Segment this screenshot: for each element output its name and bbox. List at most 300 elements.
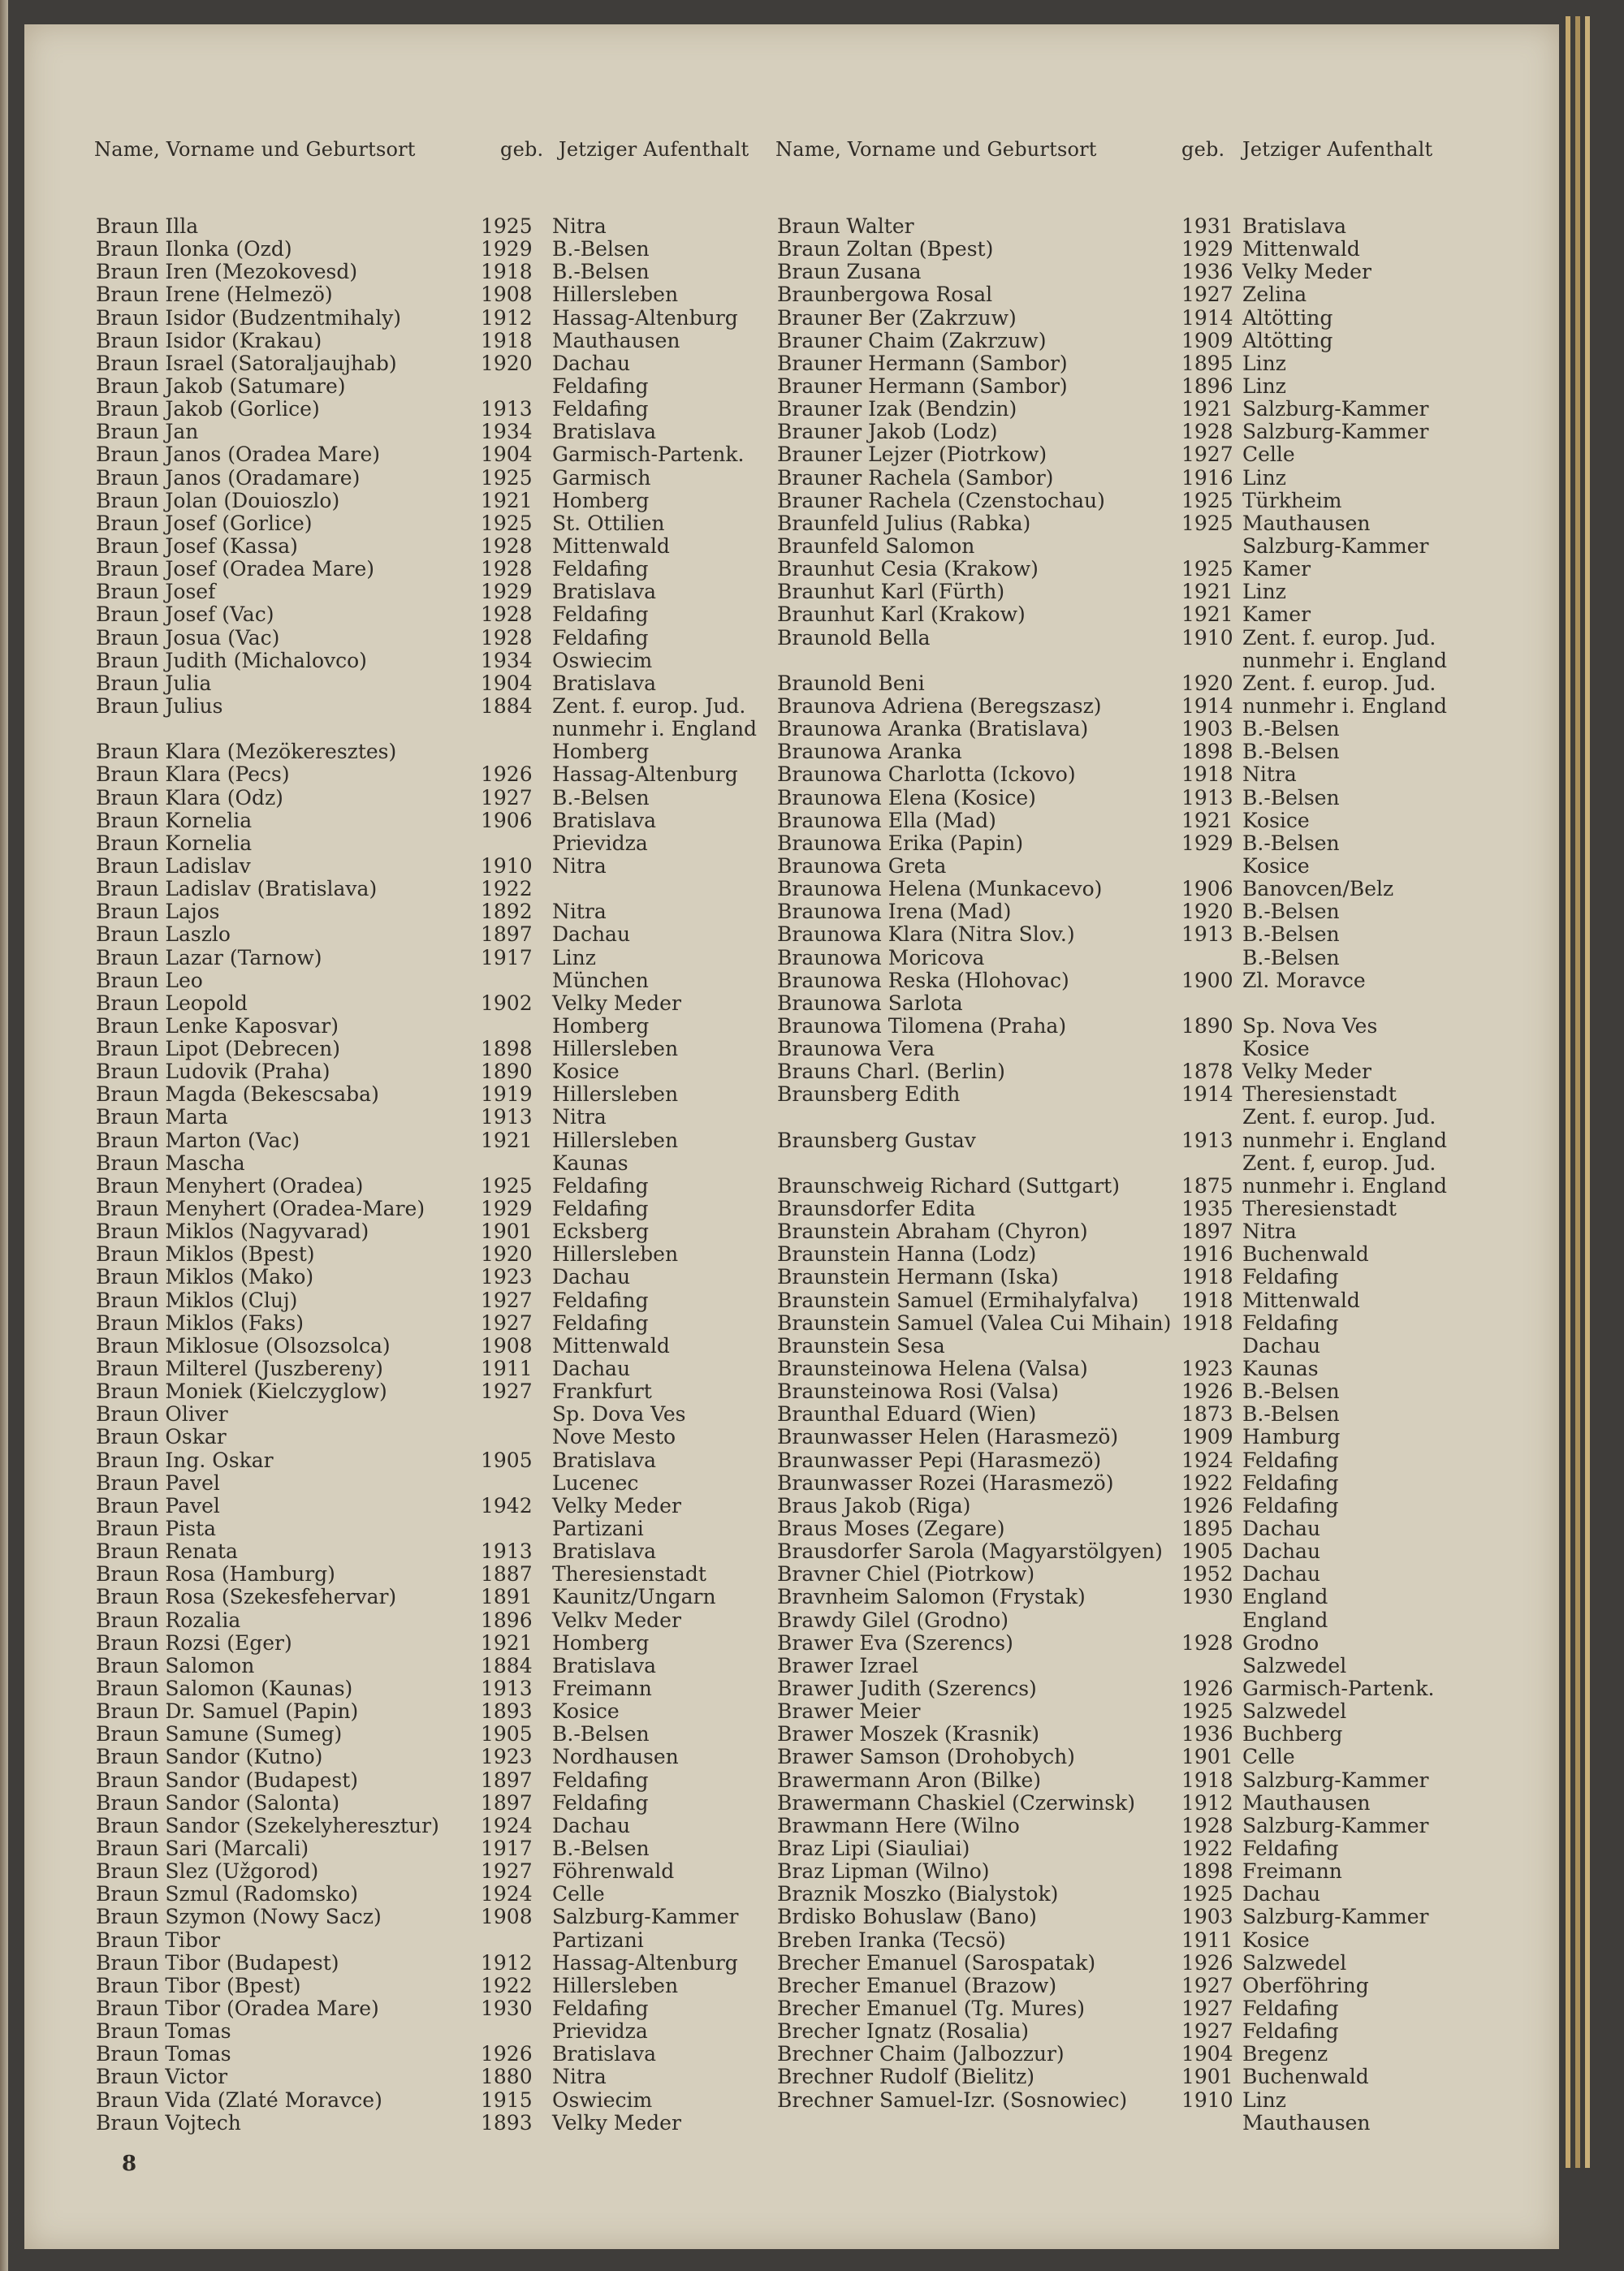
current-residence: Nove Mesto <box>552 1425 676 1449</box>
birth-year: 1934 <box>481 648 533 672</box>
birth-year: 1908 <box>481 1333 533 1358</box>
birth-year: 1918 <box>1181 1265 1233 1289</box>
entry-name: Braunowa Elena (Kosice) <box>777 785 1036 810</box>
birth-year <box>481 2020 533 2043</box>
right-name-column <box>777 215 1171 2112</box>
entry-name: Braun Josua (Vac) <box>96 625 280 650</box>
current-residence: Nitra <box>552 853 607 878</box>
birth-year: 1927 <box>1181 2019 1233 2044</box>
birth-year: 1927 <box>1181 443 1233 467</box>
entry-name: Braun Sandor (Szekelyheresztur) <box>96 1813 439 1837</box>
current-residence: Dachau <box>1242 1333 1321 1358</box>
entry-name: Braunowa Charlotta (Ickovo) <box>777 762 1076 787</box>
entry-name: Braun Josef (Vac) <box>96 602 274 627</box>
birth-year: 1918 <box>1181 1288 1233 1312</box>
entry-name: Braun Ladislav (Bratislava) <box>96 877 378 901</box>
entry-name: Braun Janos (Oradamare) <box>96 465 361 490</box>
entry-name: Braunfeld Julius (Rabka) <box>777 511 1031 535</box>
entry-name: Brawermann Aron (Bilke) <box>777 1768 1042 1792</box>
current-residence: Hillersleben <box>552 1128 679 1152</box>
birth-year: 1917 <box>481 1836 533 1860</box>
birth-year <box>1181 855 1233 878</box>
birth-year <box>481 718 533 740</box>
birth-year <box>1181 992 1233 1015</box>
current-residence: Feldafing <box>552 1288 649 1312</box>
birth-year: 1893 <box>481 2110 533 2135</box>
entry-name: Braun Pavel <box>96 1493 220 1518</box>
entry-name: Braun Miklos (Mako) <box>96 1265 314 1289</box>
birth-year: 1927 <box>481 1310 533 1335</box>
entry-name: Braun Lajos <box>96 900 220 924</box>
entry-name: Braunowa Aranka (Bratislava) <box>777 717 1089 741</box>
birth-year: 1893 <box>481 1699 533 1724</box>
entry-name: Braun Samune (Sumeg) <box>96 1722 343 1746</box>
current-residence: Kosice <box>1242 853 1310 878</box>
entry-name: Braunsteinowa Rosi (Valsa) <box>777 1379 1060 1404</box>
entry-name: Braun Jan <box>96 420 199 444</box>
current-residence: Partizani <box>552 1928 644 1952</box>
entry-name: Braunwasser Rozei (Harasmezö) <box>777 1470 1114 1495</box>
birth-year: 1900 <box>1181 968 1233 992</box>
birth-year: 1942 <box>481 1493 533 1518</box>
birth-year: 1927 <box>1181 1973 1233 1997</box>
birth-year: 1884 <box>481 1653 533 1677</box>
birth-year: 1928 <box>481 602 533 627</box>
entry-name: Braun Iren (Mezokovesd) <box>96 260 358 284</box>
birth-year: 1913 <box>1181 922 1233 947</box>
current-residence: Nitra <box>552 900 607 924</box>
current-residence: B.-Belsen <box>1242 922 1340 947</box>
current-residence: Velky Meder <box>552 991 681 1015</box>
entry-name: Brauner Lejzer (Piotrkow) <box>777 443 1047 467</box>
current-residence: Celle <box>1242 1745 1295 1769</box>
birth-year: 1908 <box>481 283 533 307</box>
entry-name: Braun Rozsi (Eger) <box>96 1630 292 1655</box>
current-residence: B.-Belsen <box>1242 1379 1340 1404</box>
birth-year: 1918 <box>481 260 533 284</box>
entry-name: Brawdy Gilel (Grodno) <box>777 1608 1009 1632</box>
birth-year: 1918 <box>1181 762 1233 787</box>
current-residence: Bratislava <box>552 420 657 444</box>
birth-year: 1921 <box>1181 808 1233 832</box>
birth-year: 1897 <box>1181 1220 1233 1244</box>
birth-year: 1923 <box>1181 1357 1233 1381</box>
entry-name: Braun Oliver <box>96 1402 228 1427</box>
current-residence: England <box>1242 1608 1328 1632</box>
birth-year <box>481 375 533 398</box>
current-residence: Feldafing <box>552 373 649 398</box>
current-residence: Salzburg-Kammer <box>1242 420 1429 444</box>
current-residence: Zent. f. europ. Jud. <box>1242 671 1436 695</box>
entry-name: Brecher Ignatz (Rosalia) <box>777 2019 1029 2044</box>
entry-name: Braun Slez (Užgorod) <box>96 1859 319 1884</box>
entry-name: Braun Marta <box>96 1105 228 1129</box>
birth-year: 1910 <box>481 853 533 878</box>
entry-name: Braun Josef <box>96 580 216 604</box>
birth-year: 1929 <box>1181 831 1233 855</box>
entry-name: Braunowa Helena (Munkacevo) <box>777 877 1103 901</box>
current-residence: Velky Meder <box>1242 260 1371 284</box>
entry-name: Braun Sandor (Kutno) <box>96 1745 323 1769</box>
entry-name: Braun Josef (Kassa) <box>96 533 298 558</box>
birth-year: 1934 <box>481 420 533 444</box>
birth-year: 1925 <box>481 214 533 238</box>
birth-year <box>1181 1655 1233 1677</box>
current-residence: Hillersleben <box>552 1973 679 1997</box>
entry-name: Braun Kornelia <box>96 808 253 832</box>
entry-name: Braun Lipot (Debrecen) <box>96 1037 341 1061</box>
entry-name: Braun Ilonka (Ozd) <box>96 237 292 261</box>
entry-name: Brawer Izrael <box>777 1653 919 1677</box>
entry-name: Braun Vojtech <box>96 2110 241 2135</box>
left-year-column <box>481 215 533 2135</box>
current-residence: Hillersleben <box>552 1037 679 1061</box>
entry-name: Braun Menyhert (Oradea) <box>96 1173 364 1198</box>
entry-name: Brecher Emanuel (Sarospatak) <box>777 1950 1096 1975</box>
entry-name: Braun Janos (Oradea Mare) <box>96 443 380 467</box>
entry-name: Braz Lipi (Siauliai) <box>777 1836 970 1860</box>
birth-year: 1918 <box>1181 1768 1233 1792</box>
current-residence: nunmehr i. England <box>1242 693 1448 718</box>
birth-year: 1926 <box>1181 1677 1233 1700</box>
entry-name: Brecher Emanuel (Tg. Mures) <box>777 1996 1086 2020</box>
current-residence: Zent. f, europ. Jud. <box>1242 1151 1436 1175</box>
entry-name: Braun Julius <box>96 693 223 718</box>
current-residence: Feldafing <box>1242 1836 1339 1860</box>
birth-year: 1928 <box>481 625 533 650</box>
current-residence: Linz <box>552 945 596 969</box>
entry-name: Braun Josef (Oradea Mare) <box>96 557 375 581</box>
birth-year: 1921 <box>1181 397 1233 421</box>
birth-year: 1890 <box>481 1060 533 1084</box>
entry-name: Brauner Jakob (Lodz) <box>777 420 998 444</box>
current-residence: Bratislava <box>552 1653 657 1677</box>
birth-year: 1906 <box>481 808 533 832</box>
birth-year: 1891 <box>481 1585 533 1609</box>
entry-name: Brechner Rudolf (Bielitz) <box>777 2065 1035 2089</box>
current-residence: Dachau <box>552 1813 631 1837</box>
current-residence: Salzburg-Kammer <box>1242 1768 1429 1792</box>
birth-year: 1916 <box>1181 1242 1233 1267</box>
document-page <box>24 24 1559 2249</box>
entry-name: Braun Lenke Kaposvar) <box>96 1013 339 1038</box>
birth-year: 1929 <box>481 237 533 261</box>
current-residence: Homberg <box>552 1630 650 1655</box>
entry-name: Brawermann Chaskiel (Czerwinsk) <box>777 1790 1136 1815</box>
birth-year <box>1181 650 1233 672</box>
entry-name: Braun Salomon <box>96 1653 255 1677</box>
birth-year: 1924 <box>1181 1448 1233 1472</box>
birth-year: 1928 <box>481 533 533 558</box>
current-residence: Dachau <box>1242 1539 1321 1564</box>
current-residence: Homberg <box>552 1013 650 1038</box>
birth-year: 1912 <box>481 1950 533 1975</box>
current-residence: Feldafing <box>1242 1310 1339 1335</box>
current-residence <box>1242 992 1447 1015</box>
birth-year: 1929 <box>481 580 533 604</box>
current-residence: Bratislava <box>552 2042 657 2066</box>
current-residence: Velkv Meder <box>552 1608 681 1632</box>
birth-year: 1921 <box>481 1630 533 1655</box>
current-residence: B.-Belsen <box>1242 831 1340 855</box>
birth-year <box>1181 535 1233 558</box>
current-residence: Frankfurt <box>552 1379 652 1404</box>
current-residence: Dachau <box>1242 1517 1321 1541</box>
current-residence: Garmisch <box>552 465 651 490</box>
current-residence: Feldafing <box>552 1768 649 1792</box>
birth-year: 1918 <box>481 328 533 352</box>
entry-name: Braun Leopold <box>96 991 248 1015</box>
birth-year: 1921 <box>1181 580 1233 604</box>
current-residence: Lucenec <box>552 1470 639 1495</box>
birth-year: 1898 <box>1181 740 1233 764</box>
current-residence: Altötting <box>1242 328 1333 352</box>
birth-year: 1914 <box>1181 693 1233 718</box>
current-residence: Velky Meder <box>552 2110 681 2135</box>
current-residence: Feldafing <box>1242 1448 1339 1472</box>
entry-name: Braun Jakob (Gorlice) <box>96 397 320 421</box>
current-residence: Kaunitz/Ungarn <box>552 1585 716 1609</box>
entry-name: Braunold Beni <box>777 671 925 695</box>
entry-name: Braun Milterel (Juszbereny) <box>96 1357 383 1381</box>
entry-name: Braun Laszlo <box>96 922 231 947</box>
current-residence: Salzwedel <box>1242 1950 1347 1975</box>
current-residence: Dachau <box>552 1265 631 1289</box>
current-residence: Feldafing <box>1242 1470 1339 1495</box>
birth-year: 1930 <box>1181 1585 1233 1609</box>
current-residence: Nitra <box>1242 762 1297 787</box>
entry-name: Braunthal Eduard (Wien) <box>777 1402 1037 1427</box>
birth-year: 1873 <box>1181 1402 1233 1427</box>
current-residence: B.-Belsen <box>552 785 650 810</box>
entry-name: Braun Mascha <box>96 1151 245 1175</box>
birth-year: 1895 <box>1181 1517 1233 1541</box>
entry-name: Breben Iranka (Tecsö) <box>777 1928 1006 1952</box>
current-residence: Kosice <box>1242 1928 1310 1952</box>
current-residence: Banovcen/Belz <box>1242 877 1394 901</box>
current-residence: Bratislava <box>552 1448 657 1472</box>
current-residence: Zent. f. europ. Jud. <box>552 693 746 718</box>
birth-year: 1935 <box>1181 1197 1233 1221</box>
entry-name: Brawer Judith (Szerencs) <box>777 1677 1037 1700</box>
birth-year: 1902 <box>481 991 533 1015</box>
birth-year: 1936 <box>1181 1722 1233 1746</box>
current-residence: B.-Belsen <box>552 237 650 261</box>
current-residence: Nitra <box>552 2065 607 2089</box>
entry-name: Braun Pista <box>96 1517 216 1541</box>
birth-year <box>481 1929 533 1952</box>
birth-year: 1903 <box>1181 717 1233 741</box>
current-residence: Kaunas <box>1242 1357 1319 1381</box>
current-residence: Kosice <box>1242 1037 1310 1061</box>
current-residence: Kosice <box>1242 808 1310 832</box>
header-name-left: Name, Vorname und Geburtsort <box>94 138 416 161</box>
entry-name: Braunowa Aranka <box>777 740 962 764</box>
current-residence: nunmehr i. England <box>1242 648 1448 672</box>
birth-year: 1875 <box>1181 1173 1233 1198</box>
entry-name: Braunfeld Salomon <box>777 533 975 558</box>
entry-name: Braunstein Abraham (Chyron) <box>777 1220 1088 1244</box>
birth-year: 1928 <box>481 557 533 581</box>
current-residence: Hillersleben <box>552 1242 679 1267</box>
entry-name: Braunhut Karl (Fürth) <box>777 580 1005 604</box>
current-residence: Hassag-Altenburg <box>552 305 738 330</box>
current-residence: Mauthausen <box>1242 1790 1371 1815</box>
entry-name: Braun Zusana <box>777 260 922 284</box>
entry-name: Braunwasser Pepi (Harasmezö) <box>777 1448 1102 1472</box>
birth-year: 1884 <box>481 693 533 718</box>
birth-year: 1880 <box>481 2065 533 2089</box>
birth-year: 1913 <box>481 1677 533 1700</box>
current-residence: Bratislava <box>552 808 657 832</box>
current-residence: B.-Belsen <box>552 1722 650 1746</box>
current-residence: Feldafing <box>552 602 649 627</box>
current-residence: B.-Belsen <box>1242 1402 1340 1427</box>
entry-name: Braun Victor <box>96 2065 228 2089</box>
entry-name <box>777 1152 1171 1175</box>
birth-year: 1936 <box>1181 260 1233 284</box>
current-residence: Zent. f. europ. Jud. <box>1242 1105 1436 1129</box>
current-residence: Hillersleben <box>552 283 679 307</box>
entry-name: Brausdorfer Sarola (Magyarstölgyen) <box>777 1539 1163 1564</box>
entry-name: Braun Jolan (Douioszlo) <box>96 488 340 512</box>
current-residence: nunmehr i. England <box>1242 1173 1448 1198</box>
current-residence: Feldafing <box>1242 1265 1339 1289</box>
birth-year <box>481 1152 533 1175</box>
current-residence: Zent. f. europ. Jud. <box>1242 625 1436 650</box>
entry-name: Brawer Meier <box>777 1699 921 1724</box>
entry-name: Braunsteinowa Helena (Valsa) <box>777 1357 1088 1381</box>
birth-year: 1898 <box>1181 1859 1233 1884</box>
header-born-left: geb. <box>500 138 544 161</box>
current-residence: Linz <box>1242 465 1286 490</box>
birth-year: 1923 <box>481 1745 533 1769</box>
entry-name: Braunowa Ella (Mad) <box>777 808 996 832</box>
entry-name: Braun Isidor (Budzentmihaly) <box>96 305 401 330</box>
entry-name: Braun Miklos (Nagyvarad) <box>96 1220 369 1244</box>
birth-year: 1920 <box>481 351 533 375</box>
entry-name: Brawer Moszek (Krasnik) <box>777 1722 1039 1746</box>
birth-year: 1921 <box>481 1128 533 1152</box>
birth-year: 1906 <box>1181 877 1233 901</box>
entry-name: Bravner Chiel (Piotrkow) <box>777 1562 1035 1587</box>
entry-name: Braun Tibor (Budapest) <box>96 1950 339 1975</box>
entry-name: Brauns Charl. (Berlin) <box>777 1060 1005 1084</box>
entry-name: Brauner Izak (Bendzin) <box>777 397 1017 421</box>
entry-name: Brauner Rachela (Czenstochau) <box>777 488 1105 512</box>
current-residence: Salzburg-Kammer <box>552 1905 739 1929</box>
entry-name: Braun Oskar <box>96 1425 227 1449</box>
current-residence: Nitra <box>552 214 607 238</box>
entry-name: Braunsdorfer Edita <box>777 1197 976 1221</box>
birth-year: 1892 <box>481 900 533 924</box>
current-residence: Bregenz <box>1242 2042 1328 2066</box>
birth-year: 1910 <box>1181 625 1233 650</box>
entry-name: Braun Rosa (Szekesfehervar) <box>96 1585 397 1609</box>
birth-year <box>481 740 533 763</box>
entry-name: Braun Klara (Mezökeresztes) <box>96 740 397 764</box>
entry-name: Brauner Chaim (Zakrzuw) <box>777 328 1047 352</box>
entry-name: Braun Menyhert (Oradea-Mare) <box>96 1197 425 1221</box>
current-residence: B.-Belsen <box>552 260 650 284</box>
birth-year: 1921 <box>1181 602 1233 627</box>
birth-year <box>481 1426 533 1449</box>
birth-year: 1920 <box>1181 671 1233 695</box>
birth-year: 1925 <box>481 511 533 535</box>
birth-year: 1927 <box>481 785 533 810</box>
entry-name: Brawer Eva (Szerencs) <box>777 1630 1013 1655</box>
current-residence: Kaunas <box>552 1151 628 1175</box>
current-residence: Dachau <box>552 1357 631 1381</box>
current-residence: B.-Belsen <box>1242 785 1340 810</box>
entry-name: Braun Kornelia <box>96 831 253 855</box>
birth-year: 1878 <box>1181 1060 1233 1084</box>
current-residence: Salzburg-Kammer <box>1242 533 1429 558</box>
birth-year: 1913 <box>481 1105 533 1129</box>
entry-name: Braun Miklos (Cluj) <box>96 1288 298 1312</box>
entry-name: Braun Josef (Gorlice) <box>96 511 313 535</box>
birth-year: 1912 <box>1181 1790 1233 1815</box>
birth-year: 1922 <box>1181 1836 1233 1860</box>
current-residence: Nitra <box>1242 1220 1297 1244</box>
entry-name: Braun Magda (Bekescsaba) <box>96 1082 379 1107</box>
header-residence-left: Jetziger Aufenthalt <box>559 138 749 161</box>
current-residence: Mittenwald <box>552 533 670 558</box>
birth-year: 1919 <box>481 1082 533 1107</box>
birth-year: 1904 <box>481 443 533 467</box>
birth-year: 1908 <box>481 1905 533 1929</box>
entry-name: Brawer Samson (Drohobych) <box>777 1745 1075 1769</box>
current-residence: Bratislava <box>552 671 657 695</box>
birth-year <box>1181 1106 1233 1129</box>
current-residence: St. Ottilien <box>552 511 665 535</box>
current-residence: Homberg <box>552 488 650 512</box>
birth-year: 1910 <box>1181 2088 1233 2112</box>
birth-year: 1897 <box>481 922 533 947</box>
entry-name: Braun Renata <box>96 1539 238 1564</box>
entry-name: Bravnheim Salomon (Frystak) <box>777 1585 1086 1609</box>
birth-year: 1924 <box>481 1813 533 1837</box>
header-name-right: Name, Vorname und Geburtsort <box>775 138 1097 161</box>
birth-year: 1925 <box>1181 488 1233 512</box>
birth-year: 1926 <box>1181 1950 1233 1975</box>
current-residence: Mauthausen <box>1242 2110 1371 2135</box>
entry-name: Braun Walter <box>777 214 914 238</box>
current-residence: nunmehr i. England <box>1242 1128 1448 1152</box>
entry-name: Braunowa Reska (Hlohovac) <box>777 968 1069 992</box>
entry-name: Braun Ludovik (Praha) <box>96 1060 330 1084</box>
birth-year: 1890 <box>1181 1013 1233 1038</box>
birth-year: 1905 <box>481 1722 533 1746</box>
birth-year: 1929 <box>1181 237 1233 261</box>
birth-year: 1927 <box>1181 1996 1233 2020</box>
current-residence: Buchenwald <box>1242 1242 1369 1267</box>
birth-year: 1921 <box>481 488 533 512</box>
entry-name: Braun Marton (Vac) <box>96 1128 300 1152</box>
entry-name: Braus Moses (Zegare) <box>777 1517 1005 1541</box>
entry-name: Braznik Moszko (Bialystok) <box>777 1882 1059 1906</box>
current-residence: Freimann <box>552 1677 652 1700</box>
birth-year: 1926 <box>481 762 533 787</box>
current-residence: Feldafing <box>552 1790 649 1815</box>
birth-year: 1931 <box>1181 214 1233 238</box>
entry-name: Braunhut Karl (Krakow) <box>777 602 1026 627</box>
birth-year: 1925 <box>1181 1699 1233 1724</box>
birth-year: 1913 <box>1181 1128 1233 1152</box>
current-residence: B.-Belsen <box>1242 740 1340 764</box>
birth-year: 1901 <box>1181 2065 1233 2089</box>
current-residence: Mauthausen <box>552 328 680 352</box>
